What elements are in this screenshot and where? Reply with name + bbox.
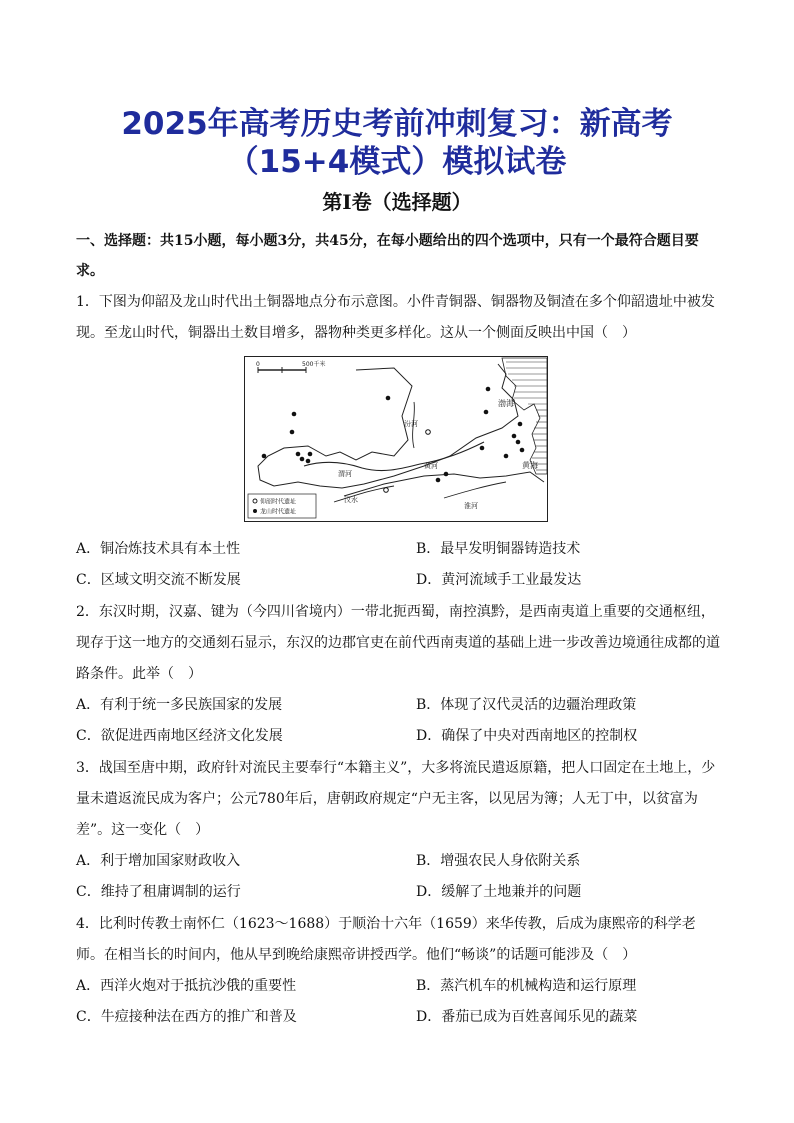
q1-option-c[interactable]: C．区域文明交流不断发展 <box>76 572 241 588</box>
q3-option-b[interactable]: B．增强农民人身依附关系 <box>416 853 581 869</box>
label-hanshui: 汉水 <box>344 496 358 504</box>
exam-title-line1: 2025年高考历史考前冲刺复习：新高考 <box>121 106 673 142</box>
legend-longshan-marker <box>253 509 257 513</box>
yangshao-site <box>384 488 389 493</box>
q4-option-a[interactable]: A．西洋火炮对于抵抗沙俄的重要性 <box>76 978 297 994</box>
longshan-site <box>262 454 267 459</box>
longshan-site <box>444 472 449 477</box>
bronze-site-map <box>244 356 548 522</box>
q4-option-b[interactable]: B．蒸汽机车的机械构造和运行原理 <box>416 978 637 994</box>
longshan-site <box>386 396 391 401</box>
longshan-site <box>520 448 525 453</box>
label-fenhe: 汾河 <box>404 420 418 428</box>
q2-option-b[interactable]: B．体现了汉代灵活的边疆治理政策 <box>416 697 637 713</box>
q3-option-c[interactable]: C．维持了租庸调制的运行 <box>76 884 241 900</box>
longshan-site <box>516 440 521 445</box>
question-3-stem: 3．战国至唐中期，政府针对流民主要奉行“本籍主义”，大多将流民遣返原籍，把人口固定在土地上，少量未遣返流民成为客户；公元780年后，唐朝政府规定“户无主客，以见居为簿；人无丁中，以贫富为差”。这一变化（ ） <box>76 760 716 838</box>
longshan-site <box>512 434 517 439</box>
longshan-site <box>518 422 523 427</box>
legend-yangshao-marker <box>253 499 257 503</box>
longshan-site <box>486 387 491 392</box>
q2-option-d[interactable]: D．确保了中央对西南地区的控制权 <box>416 728 638 744</box>
longshan-site <box>292 412 297 417</box>
label-weihe: 渭河 <box>338 470 352 478</box>
q1-option-d[interactable]: D．黄河流域手工业最发达 <box>416 572 582 588</box>
longshan-site <box>504 454 509 459</box>
longshan-site <box>296 452 301 457</box>
q2-option-c[interactable]: C．欲促进西南地区经济文化发展 <box>76 728 283 744</box>
q4-option-c[interactable]: C．牛痘接种法在西方的推广和普及 <box>76 1009 297 1025</box>
q1-option-a[interactable]: A．铜冶炼技术具有本土性 <box>76 541 241 557</box>
longshan-site <box>436 478 441 483</box>
question-1-stem: 1．下图为仰韶及龙山时代出土铜器地点分布示意图。小件青铜器、铜器物及铜渣在多个仰韶遗址中被发现。至龙山时代，铜器出土数目增多，器物种类更多样化。这从一个侧面反映出中国（ ） <box>76 294 715 341</box>
longshan-site <box>480 446 485 451</box>
question-2-stem: 2．东汉时期，汉嘉、键为（今四川省境内）一带北扼西蜀，南控滇黔，是西南夷道上重要的交通枢纽，现存于这一地方的交通刻石显示，东汉的边郡官吏在前代西南夷道的基础上进一步改善边境通往成都的道路条件。此举（ ） <box>76 604 720 682</box>
q3-option-d[interactable]: D．缓解了土地兼并的问题 <box>416 884 582 900</box>
label-huanghe: 黄河 <box>424 462 438 470</box>
section-instructions: 一、选择题：共15小题，每小题3分，共45分，在每小题给出的四个选项中，只有一个最符合题目要求。 <box>76 233 699 279</box>
question-4-stem: 4．比利时传教士南怀仁（1623～1688）于顺治十六年（1659）来华传教，后成为康熙帝的科学老师。在相当长的时间内，他从早到晚给康熙帝讲授西学。他们“畅谈”的话题可能涉及（ ） <box>76 916 696 963</box>
q3-option-a[interactable]: A．利于增加国家财政收入 <box>76 853 241 869</box>
q4-option-d[interactable]: D．番茄已成为百姓喜闻乐见的蔬菜 <box>416 1009 638 1025</box>
scale-zero: 0 <box>256 361 260 368</box>
longshan-site <box>484 410 489 415</box>
label-huanghai: 黄海 <box>522 461 538 470</box>
longshan-site <box>300 457 305 462</box>
label-bohai: 渤海 <box>498 399 514 408</box>
q1-option-b[interactable]: B．最早发明铜器铸造技术 <box>416 541 581 557</box>
yangshao-site <box>426 430 431 435</box>
longshan-site <box>308 452 313 457</box>
legend-yangshao-label: 仰韶时代遗址 <box>260 498 297 506</box>
exam-title-line2: （15+4模式）模拟试卷 <box>227 144 567 180</box>
q2-option-a[interactable]: A．有利于统一多民族国家的发展 <box>76 697 283 713</box>
map-legend <box>248 494 316 518</box>
legend-longshan-label: 龙山时代遗址 <box>260 508 297 516</box>
volume-subtitle: 第Ⅰ卷（选择题） <box>322 190 472 214</box>
scale-label: 500千米 <box>302 361 326 368</box>
label-huaihe: 淮河 <box>464 502 478 510</box>
longshan-site <box>306 459 311 464</box>
longshan-site <box>290 430 295 435</box>
